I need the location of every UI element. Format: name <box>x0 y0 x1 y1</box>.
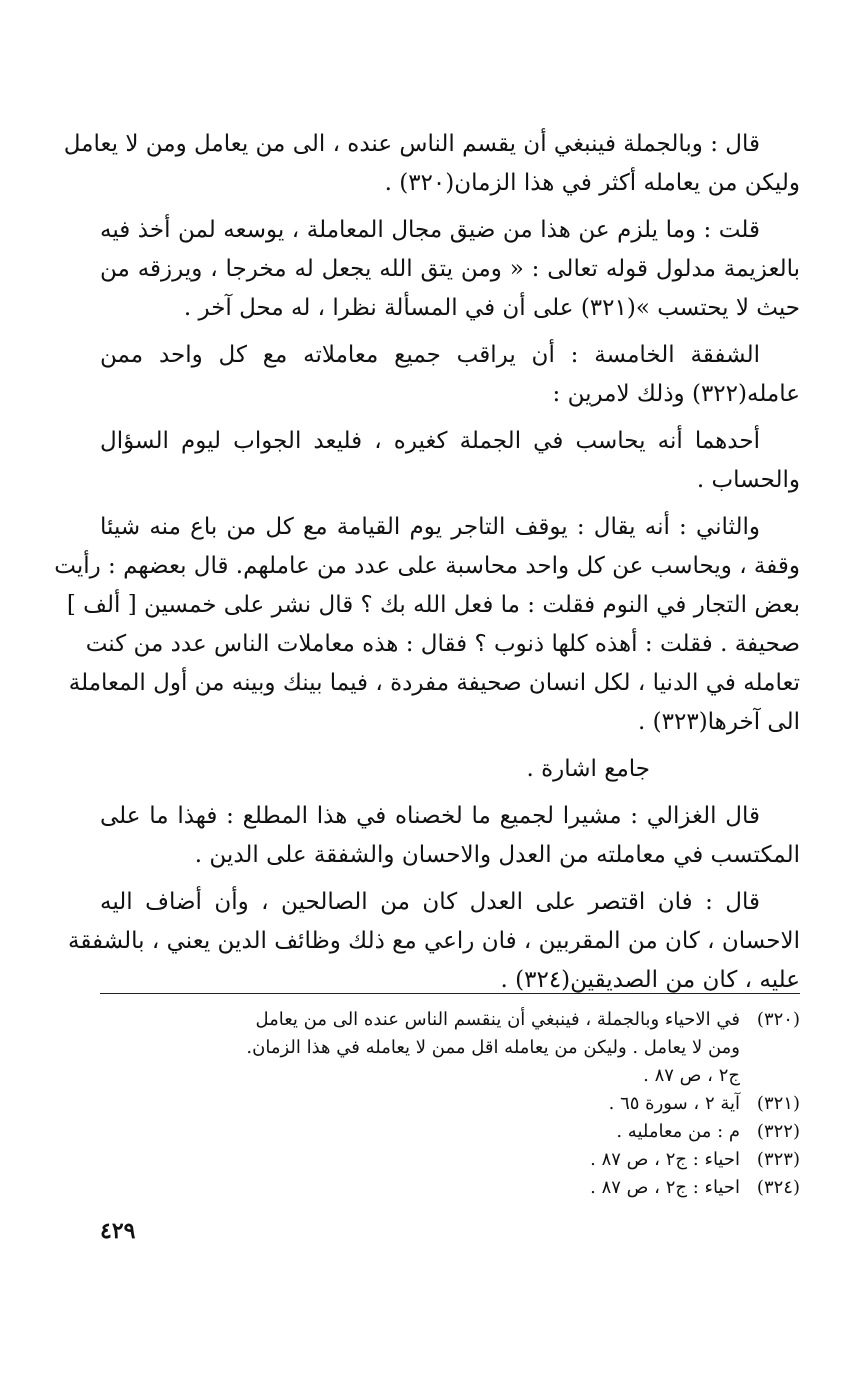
paragraph-7 <box>68 883 800 1000</box>
text-line: المكتسب في معاملته من العدل والاحسان والشفقة على الدين . <box>194 842 800 868</box>
text-line: بعض التجار في النوم فقلت : ما فعل الله بك ؟ قال نشر على خمسين [ ألف ] <box>66 592 800 618</box>
footnote-number: (٣٢٤) <box>756 1177 800 1198</box>
footnote-number: (٣٢٣) <box>756 1149 800 1170</box>
text-line: احياء : ج٢ ، ص ٨٧ . <box>590 1149 740 1170</box>
paragraph-3 <box>100 336 800 414</box>
text-line: وقفة ، ويحاسب عن كل واحد محاسبة على عدد من عاملهم. قال بعضهم : رأيت <box>54 553 800 579</box>
text-line: عامله(٣٢٢) وذلك لامرين : <box>552 381 800 407</box>
footnote <box>100 1118 800 1146</box>
text-line: احياء : ج٢ ، ص ٨٧ . <box>590 1177 740 1198</box>
text-line: تعامله في الدنيا ، لكل انسان صحيفة مفردة ، فيما بينك وبينه من أول المعاملة <box>68 670 800 696</box>
footnote-text <box>100 1118 740 1146</box>
page-number: ٤٢٩ <box>100 1218 136 1244</box>
footnotes <box>100 1006 800 1202</box>
text-line: عليه ، كان من الصديقين(٣٢٤) . <box>500 967 800 993</box>
text-line: بالعزيمة مدلول قوله تعالى : « ومن يتق الله يجعل له مخرجا ، ويرزقه من <box>100 256 800 282</box>
text-line: قال : فان اقتصر على العدل كان من الصالحين ، وأن أضاف اليه <box>100 889 760 915</box>
footnote-number: (٣٢٠) <box>756 1009 800 1030</box>
text-line: الشفقة الخامسة : أن يراقب جميع معاملاته مع كل واحد ممن <box>100 342 760 368</box>
footnote <box>100 1090 800 1118</box>
text-line: والحساب . <box>696 467 800 493</box>
footnote <box>100 1006 800 1090</box>
footnote-text <box>100 1090 740 1118</box>
section-heading: جامع اشارة . <box>526 756 650 782</box>
text-line: ومن لا يعامل . وليكن من يعامله اقل ممن لا يعامله في هذا الزمان. <box>246 1037 740 1058</box>
footnote-number: (٣٢٢) <box>756 1121 800 1142</box>
text-line: ج٢ ، ص ٨٧ . <box>643 1065 740 1086</box>
paragraph-2 <box>100 211 800 328</box>
text-line: الاحسان ، كان من المقربين ، فان راعي مع ذلك وظائف الدين يعني ، بالشفقة <box>68 928 800 954</box>
footnote-text <box>100 1006 740 1090</box>
paragraph-1 <box>63 125 800 203</box>
footnote <box>100 1174 800 1202</box>
text-line: صحيفة . فقلت : أهذه كلها ذنوب ؟ فقال : هذه معاملات الناس عدد من كنت <box>85 631 800 657</box>
footnote-divider <box>100 993 800 994</box>
text-line: قال الغزالي : مشيرا لجميع ما لخصناه في هذا المطلع : فهذا ما على <box>100 803 760 829</box>
footnote <box>100 1146 800 1174</box>
text-line: أحدهما أنه يحاسب في الجملة كغيره ، فليعد الجواب ليوم السؤال <box>100 428 760 454</box>
footnote-number: (٣٢١) <box>756 1093 800 1114</box>
text-line: حيث لا يحتسب »(٣٢١) على أن في المسألة نظرا ، له محل آخر . <box>183 295 800 321</box>
text-line: م : من معامليه . <box>616 1121 740 1142</box>
text-line: وليكن من يعامله أكثر في هذا الزمان(٣٢٠) . <box>384 170 800 196</box>
paragraph-5 <box>54 508 800 742</box>
main-text <box>54 125 800 1008</box>
text-line: الى آخرها(٣٢٣) . <box>638 709 800 735</box>
text-line: قال : وبالجملة فينبغي أن يقسم الناس عنده ، الى من يعامل ومن لا يعامل <box>63 131 760 157</box>
text-line: في الاحياء وبالجملة ، فينبغي أن ينقسم الناس عنده الى من يعامل <box>255 1009 740 1030</box>
paragraph-4 <box>100 422 800 500</box>
footnote-text <box>100 1174 740 1202</box>
footnote-text <box>100 1146 740 1174</box>
text-line: والثاني : أنه يقال : يوقف التاجر يوم القيامة مع كل من باع منه شيئا <box>100 514 760 540</box>
text-line: آية ٢ ، سورة ٦٥ . <box>608 1093 740 1114</box>
paragraph-6 <box>100 797 800 875</box>
text-line: قلت : وما يلزم عن هذا من ضيق مجال المعاملة ، يوسعه لمن أخذ فيه <box>100 217 760 243</box>
